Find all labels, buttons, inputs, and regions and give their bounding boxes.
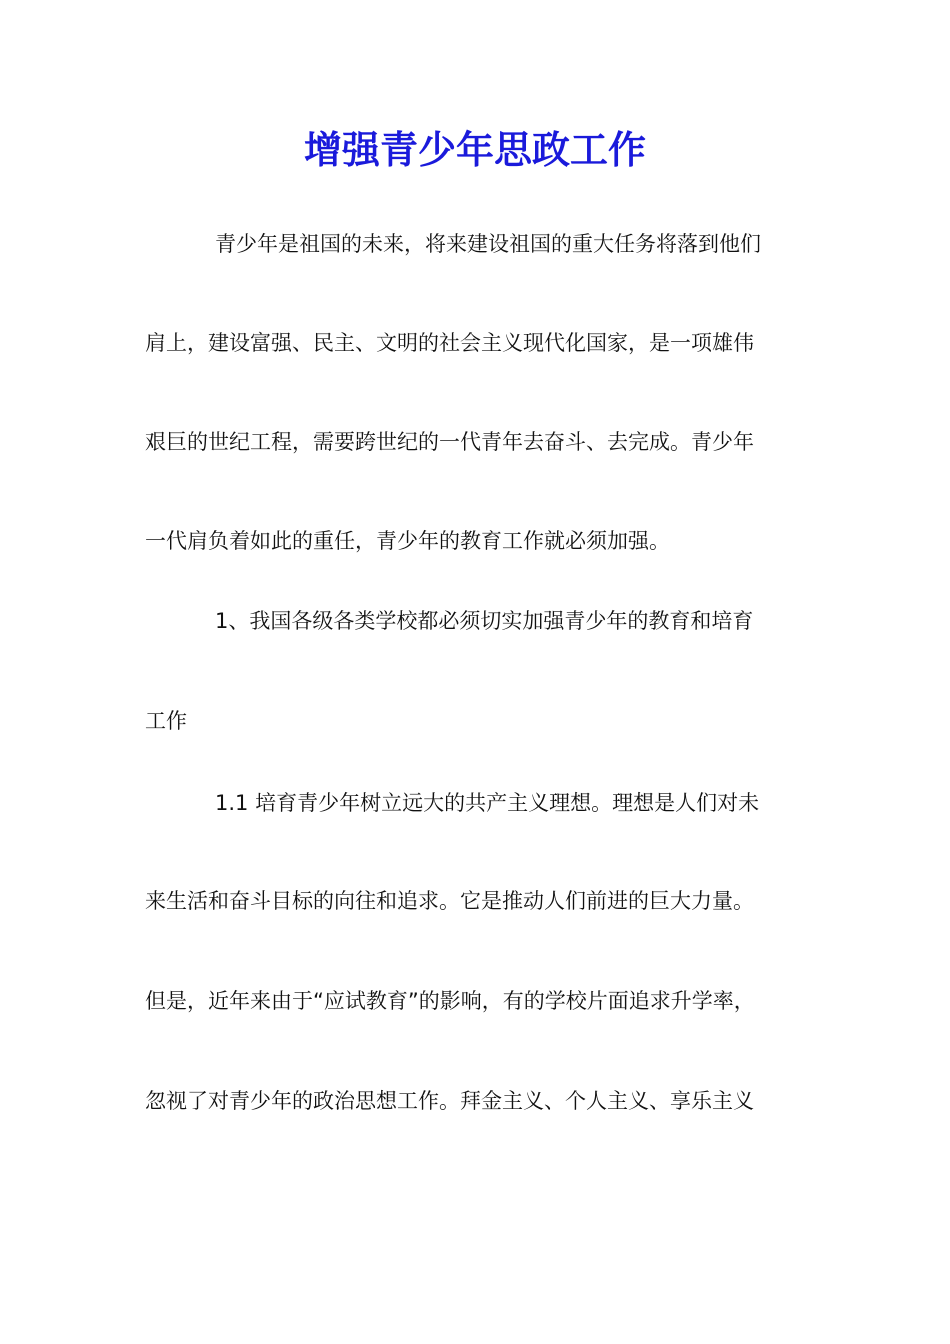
document-title: 增强青少年思政工作 xyxy=(303,128,646,172)
paragraph-line: 但是，近年来由于“应试教育”的影响，有的学校片面追求升学率， xyxy=(145,989,755,1013)
paragraph-line: 忽视了对青少年的政治思想工作。拜金主义、个人主义、享乐主义 xyxy=(145,1089,754,1113)
section-heading-line: 工作 xyxy=(145,709,187,733)
paragraph-line: 艰巨的世纪工程，需要跨世纪的一代青年去奋斗、去完成。青少年 xyxy=(145,430,754,454)
subsection-line: 1.1 培育青少年树立远大的共产主义理想。理想是人们对未 xyxy=(215,791,760,815)
paragraph-line: 青少年是祖国的未来，将来建设祖国的重大任务将落到他们 xyxy=(215,232,761,256)
section-heading-line: 1、我国各级各类学校都必须切实加强青少年的教育和培育 xyxy=(215,609,754,633)
paragraph-line: 来生活和奋斗目标的向往和追求。它是推动人们前进的巨大力量。 xyxy=(145,889,754,913)
paragraph-line: 肩上，建设富强、民主、文明的社会主义现代化国家，是一项雄伟 xyxy=(145,331,754,355)
paragraph-line: 一代肩负着如此的重任，青少年的教育工作就必须加强。 xyxy=(145,529,670,553)
